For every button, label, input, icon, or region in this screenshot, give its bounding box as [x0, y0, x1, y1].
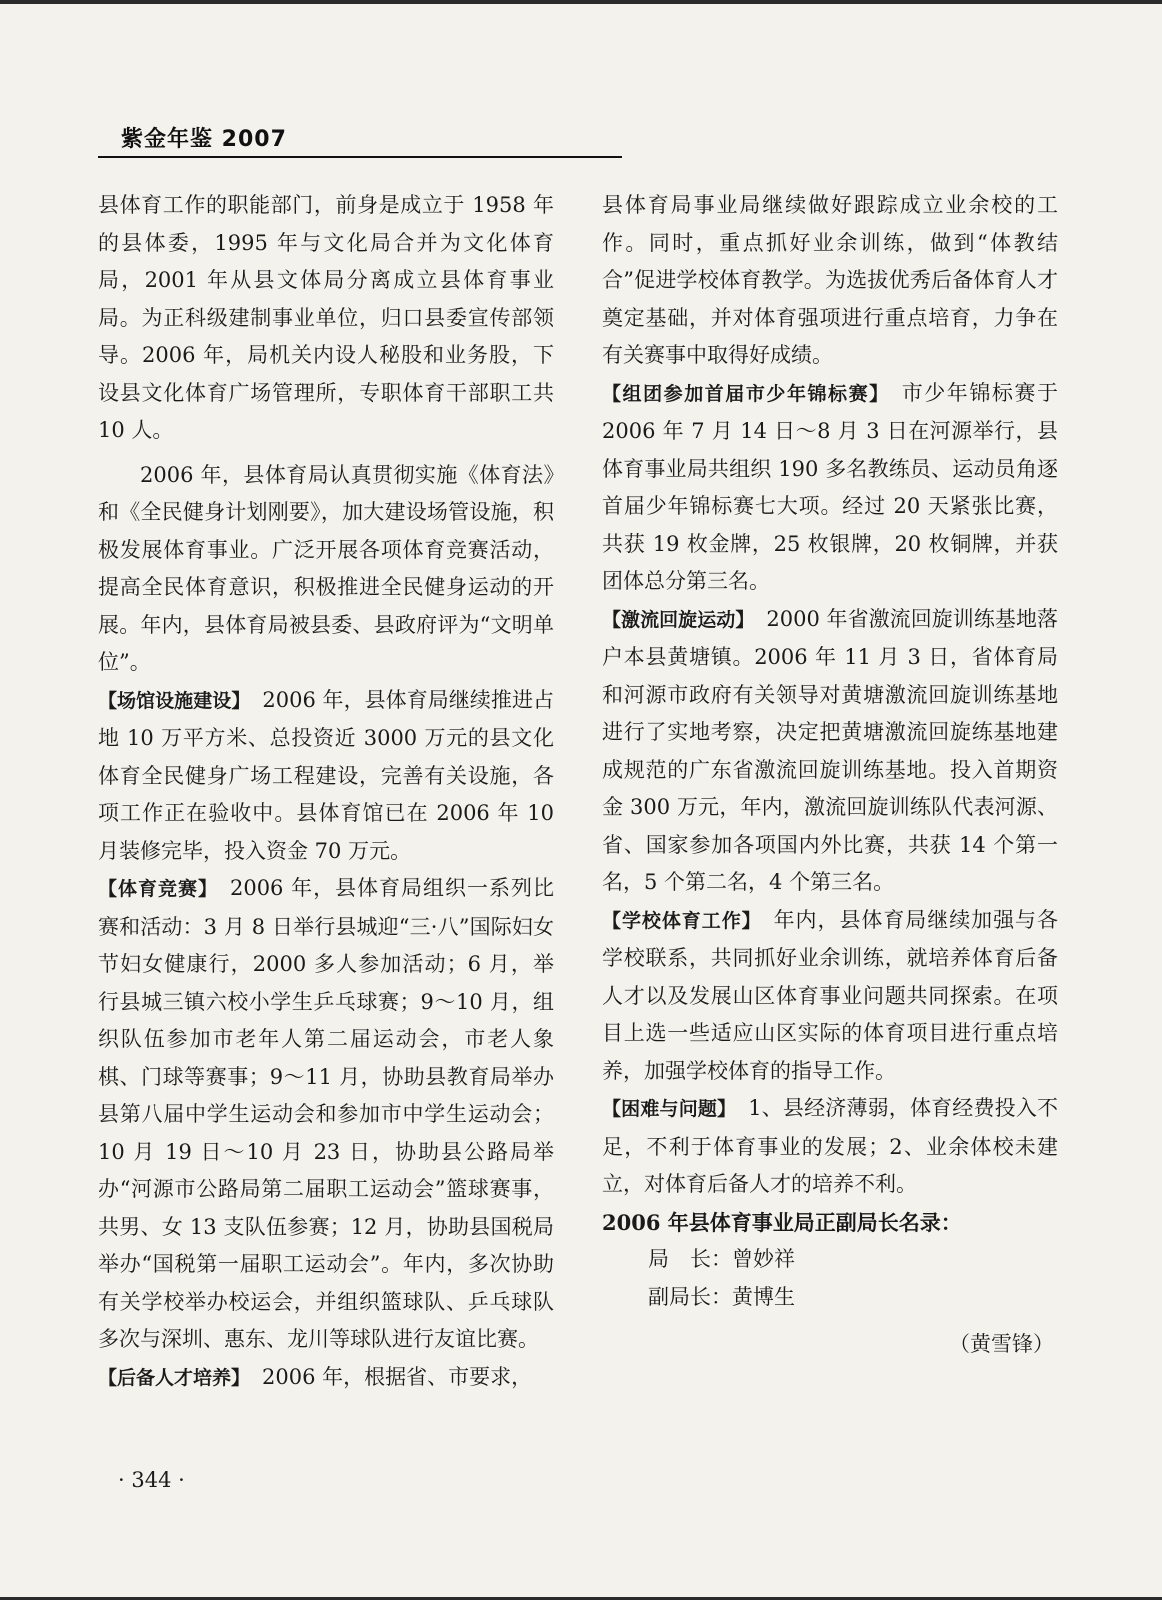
facilities-label: 【场馆设施建设】 — [98, 689, 251, 712]
youth-section — [602, 375, 1058, 601]
left-column — [98, 187, 554, 1397]
reserve-text: 2006 年，根据省、市要求， — [262, 1364, 533, 1389]
school-section — [602, 902, 1058, 1091]
page-number: · 344 · — [118, 1468, 185, 1492]
author-credit: （黄雪锋） — [949, 1332, 1054, 1356]
director-entry: 局 长：曾妙祥 — [648, 1247, 795, 1271]
youth-label: 【组团参加首届市少年锦标赛】 — [602, 382, 890, 405]
header-rule — [98, 156, 622, 158]
problems-section — [602, 1090, 1058, 1204]
competition-text: 2006 年，县体育局组织一系列比赛和活动：3 月 8 日举行县城迎“三·八”国际妇女节妇女健康行，2000 多人参加活动；6 月，举行县城三镇六校小学生乒乓球赛；9～10 月，组织队伍参加市老年人第二届运动会，市老人象棋、门球等赛事；9～11 月，协助县教育局举办县第八届中学生运动会和参加市中学生运动会；10 月 19 日～10 月 23 日，协助县公路局举办“河源市公路局第二届职工运动会”篮球赛事，共男、女 13 支队伍参赛；12 月，协助县国税局举办“国税第一届职工运动会”。年内，多次协助有关学校举办校运会，并组织篮球队、乒乓球队多次与深圳、惠东、龙川等球队进行友谊比赛。 — [98, 876, 554, 1351]
problems-label: 【困难与问题】 — [602, 1098, 737, 1120]
reserve-section — [98, 1359, 554, 1398]
rafting-text: 2000 年省激流回旋训练基地落户本县黄塘镇。2006 年 11 月 3 日，省体育局和河源市政府有关领导对黄塘激流回旋训练基地进行了实地考察，决定把黄塘激流回旋练基地建成规范的广东省激流回旋训练基地。投入首期资金 300 万元，年内，激流回旋训练队代表河源、省、国家参加各项国内外比赛，共获 14 个第一名，5 个第二名，4 个第三名。 — [602, 606, 1058, 894]
right-column — [602, 187, 1058, 1364]
rafting-section — [602, 601, 1058, 902]
intro-paragraph: 县体育工作的职能部门，前身是成立于 1958 年的县体委，1995 年与文化局合并为文化体育局，2001 年从县文体局分离成立县体育事业局。为正科级建制事业单位，归口县委宣传部领导。2006 年，局机关内设人秘股和业务股，下设县文化体育广场管理所，专职体育干部职工共 10 人。 — [98, 193, 554, 442]
running-title: 紫金年鉴 2007 — [121, 127, 287, 152]
facilities-text: 2006 年，县体育局继续推进占地 10 万平方米、总投资近 3000 万元的县文化体育全民健身广场工程建设，完善有关设施，各项工作正在验收中。县体育馆已在 2006 年 10 月装修完毕，投入资金 70 万元。 — [98, 687, 554, 863]
leaders-heading: 2006 年县体育事业局正副局长名录： — [602, 1209, 962, 1235]
deputy-director-entry: 副局长：黄博生 — [648, 1284, 795, 1309]
scan-top-edge — [0, 0, 1162, 4]
facilities-section — [98, 682, 554, 871]
reserve-label: 【后备人才培养】 — [98, 1366, 251, 1389]
school-text: 年内，县体育局继续加强与各学校联系，共同抓好业余训练，就培养体育后备人才以及发展山区体育事业问题共同探索。在项目上选一些适应山区实际的体育项目进行重点培养，加强学校体育的指导工作。 — [602, 907, 1058, 1083]
rafting-label: 【激流回旋运动】 — [602, 608, 755, 631]
competition-label: 【体育竞赛】 — [98, 878, 218, 900]
school-label: 【学校体育工作】 — [602, 909, 762, 932]
youth-text: 市少年锦标赛于 2006 年 7 月 14 日～8 月 3 日在河源举行，县体育事业局共组织 190 多名教练员、运动员角逐首届少年锦标赛七大项。经过 20 天紧张比赛，共获 19 枚金牌，25 枚银牌，20 枚铜牌，并获团体总分第三名。 — [602, 380, 1058, 593]
overview-paragraph: 2006 年，县体育局认真贯彻实施《体育法》和《全民健身计划刚要》，加大建设场管设施，积极发展体育事业。广泛开展各项体育竞赛活动，提高全民体育意识，积极推进全民健身运动的开展。年内，县体育局被县委、县政府评为“文明单位”。 — [98, 462, 554, 674]
problems-text: 1、县经济薄弱，体育经费投入不足，不利于体育事业的发展；2、业余体校未建立，对体育后备人才的培养不利。 — [602, 1096, 1058, 1196]
reserve-continued: 县体育局事业局继续做好跟踪成立业余校的工作。同时，重点抓好业余训练，做到“体教结合”促进学校体育教学。为选拔优秀后备体育人才奠定基础，并对体育强项进行重点培育，力争在有关赛事中取得好成绩。 — [602, 193, 1058, 367]
competition-section — [98, 870, 554, 1359]
